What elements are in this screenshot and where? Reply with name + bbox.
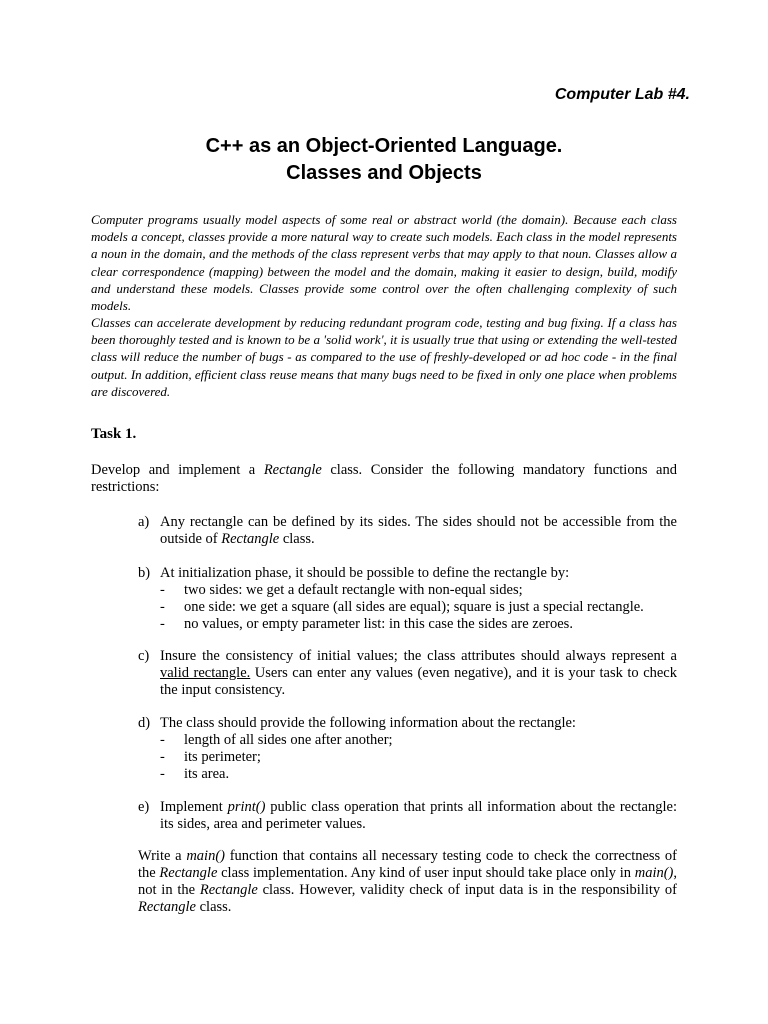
class-name: Rectangle (263, 462, 322, 478)
title-line-1: C++ as an Object-Oriented Language. (205, 135, 563, 157)
requirement-c (138, 648, 677, 699)
requirement-text: Implement print() public class operation that prints all information about the rectangle: its sides, area and perimeter values. (160, 799, 677, 832)
intro-paragraph-1: Computer programs usually model aspects of some real or abstract world (the domain). Because each class models a concept, classes provide a more natural way to create such models. Each class in the model represents a noun in the domain, and the methods of the class represent verbs that may apply to that noun. Classes allow a clear correspondence (mapping) between the model and the domain, making it easier to design, build, modify and understand these models. Classes provide some control over the often challenging complexity of such models. (91, 212, 677, 314)
requirement-text: The class should provide the following information about the rectangle: (160, 715, 576, 731)
function-name: print() (227, 799, 266, 815)
item-marker: d) (138, 715, 151, 731)
requirement-e (138, 799, 677, 833)
requirement-d (138, 715, 677, 783)
requirement-text: Insure the consistency of initial values; the class attributes should always represent a valid rectangle. Users can enter any values (even negative), and it is your task to check the input consistency. (160, 648, 677, 698)
sub-list (160, 582, 677, 633)
final-paragraph: Write a main() function that contains all necessary testing code to check the correctness of the Rectangle class implementation. Any kind of user input should take place only in main(), not in the Rectangle class. However, validity check of input data is in the responsibility of Rectangle class. (138, 848, 678, 915)
list-item: - its area. (160, 766, 677, 783)
page-title (0, 133, 768, 187)
item-marker: a) (138, 514, 150, 530)
requirement-b (138, 565, 677, 633)
item-marker: c) (138, 648, 150, 664)
task-intro: Develop and implement a Rectangle class. Consider the following mandatory functions and restrictions: (91, 462, 677, 495)
list-item: - one side: we get a square (all sides are equal); square is just a special rectangle. (160, 599, 677, 616)
underlined-phrase: valid rectangle. (160, 665, 251, 681)
intro-paragraph-2: Classes can accelerate development by reducing redundant program code, testing and bug fixing. If a class has been thoroughly tested and is known to be a 'solid work', it is usually true that using or extending the well-tested class will reduce the number of bugs - as compared to the use of freshly-developed or ad hoc code - in the final output. In addition, efficient class reuse means that many bugs need to be fixed in only one place when problems are discovered. (91, 315, 677, 399)
list-item: - no values, or empty parameter list: in this case the sides are zeroes. (160, 616, 677, 633)
title-line-2: Classes and Objects (286, 162, 482, 184)
sub-list (160, 732, 677, 783)
requirement-a (138, 514, 677, 548)
list-item: - length of all sides one after another; (160, 732, 677, 749)
item-marker: e) (138, 799, 150, 815)
list-item: - two sides: we get a default rectangle with non-equal sides; (160, 582, 677, 599)
requirement-text: At initialization phase, it should be possible to define the rectangle by: (160, 565, 570, 581)
lab-header: Computer Lab #4. (554, 86, 690, 103)
list-item: - its perimeter; (160, 749, 677, 766)
task-heading: Task 1. (91, 426, 137, 442)
item-marker: b) (138, 565, 151, 581)
requirement-text: Any rectangle can be defined by its sides. The sides should not be accessible from the outside of Rectangle class. (160, 514, 677, 547)
